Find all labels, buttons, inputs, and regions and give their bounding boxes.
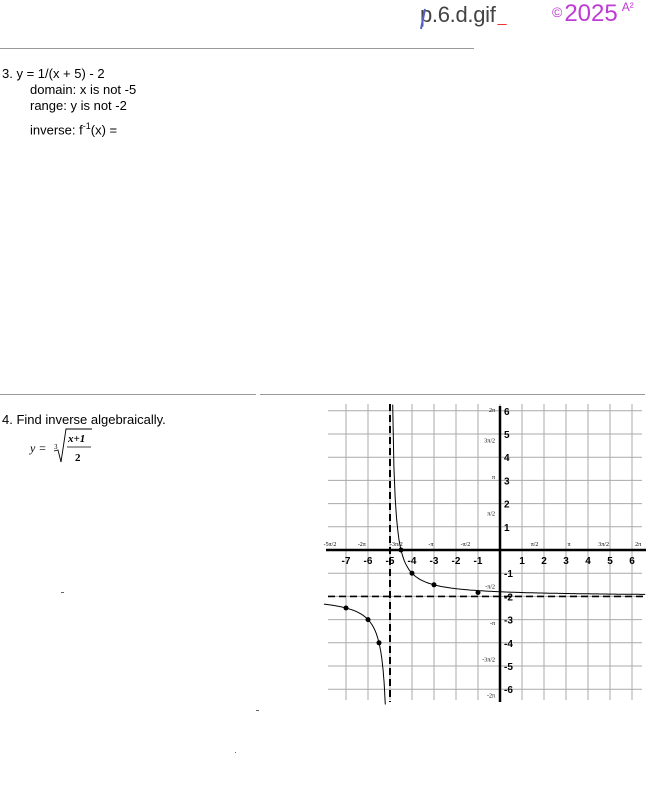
x-tick-label: -5 (385, 556, 395, 567)
y-tick-label: -1 (504, 569, 513, 581)
x-pi-label: π (567, 542, 571, 548)
mid-divider-right (260, 394, 645, 395)
x-tick-label: 3 (563, 556, 569, 567)
x-tick-label: -4 (407, 556, 417, 567)
plotted-point (432, 582, 437, 587)
y-tick-label: -2 (504, 592, 513, 604)
x-pi-label: -3π/2 (390, 542, 403, 548)
formula-root-index: 3 (54, 443, 58, 451)
text-cursor-icon (418, 8, 428, 30)
x-tick-label: -1 (473, 556, 483, 567)
y-pi-label: 3π/2 (484, 438, 495, 445)
problem3-inverse (30, 118, 117, 138)
y-tick-label: 5 (504, 430, 510, 441)
x-tick-label: -6 (363, 556, 373, 567)
x-pi-label: -2π (357, 542, 366, 548)
y-tick-label: 3 (504, 476, 510, 488)
copyright-mark: A² (621, 0, 634, 14)
x-tick-label: -3 (429, 556, 439, 567)
speck (61, 592, 64, 593)
y-tick-label: -5 (504, 662, 513, 673)
x-pi-label: -π (428, 542, 434, 548)
y-tick-label: 1 (504, 522, 510, 534)
y-tick-label: -6 (504, 685, 513, 697)
filename-label (420, 2, 506, 28)
y-tick-label: 6 (504, 406, 510, 418)
x-pi-label: 2π (635, 542, 642, 548)
y-tick-label: 4 (504, 453, 510, 465)
x-tick-label: 5 (607, 556, 613, 567)
plotted-point (344, 606, 349, 611)
x-tick-label: -2 (451, 556, 461, 567)
plotted-point (366, 617, 371, 622)
function-graph (323, 402, 646, 702)
x-tick-label: -7 (341, 556, 351, 567)
y-tick-label: 2 (504, 499, 510, 511)
plotted-point (476, 590, 481, 595)
speck (256, 710, 259, 711)
x-pi-label: -5π/2 (323, 542, 337, 548)
copyright-year: 2025 (564, 0, 618, 27)
plotted-point (377, 640, 382, 645)
filename-cursor: _ (497, 9, 507, 26)
formula-lhs: y = (30, 441, 47, 455)
y-pi-label: π/2 (487, 511, 495, 518)
y-tick-label: -3 (504, 615, 513, 627)
x-tick-label: 1 (519, 556, 525, 567)
inverse-prefix: inverse: f (30, 122, 83, 138)
y-pi-label: 2π (488, 408, 495, 414)
formula-denominator: 2 (75, 452, 81, 464)
y-pi-label: π (491, 475, 495, 482)
top-divider (0, 48, 474, 49)
problem3-statement: 3. y = 1/(x + 5) - 2 (2, 66, 105, 81)
y-tick-label: -4 (504, 638, 513, 650)
copyright-symbol: © (552, 4, 563, 20)
x-pi-label: π/2 (530, 542, 539, 548)
x-pi-label: -π/2 (460, 542, 471, 548)
y-pi-label: -π/2 (485, 584, 495, 591)
x-tick-label: 4 (585, 556, 591, 567)
inverse-sup: -1 (82, 121, 91, 131)
copyright-notice (552, 0, 634, 28)
y-pi-label: -π (489, 620, 495, 627)
inverse-suffix: (x) = (90, 122, 118, 138)
plotted-point (410, 571, 415, 576)
plotted-point (399, 548, 404, 553)
problem4-instruction: 4. Find inverse algebraically. (2, 412, 166, 427)
speck (235, 752, 236, 753)
x-pi-label: 3π/2 (598, 542, 609, 548)
mid-divider-left (0, 394, 256, 395)
cube-root-formula (30, 426, 110, 468)
x-tick-label: 6 (629, 556, 635, 567)
y-pi-label: -2π (486, 693, 495, 700)
x-tick-label: 2 (541, 556, 547, 567)
problem3-domain: domain: x is not -5 (30, 82, 137, 97)
y-pi-label: -3π/2 (482, 657, 495, 664)
problem3-range: range: y is not -2 (30, 98, 127, 113)
formula-numerator: x+1 (68, 433, 86, 445)
filename-text: p.6.d.gif (420, 2, 496, 27)
